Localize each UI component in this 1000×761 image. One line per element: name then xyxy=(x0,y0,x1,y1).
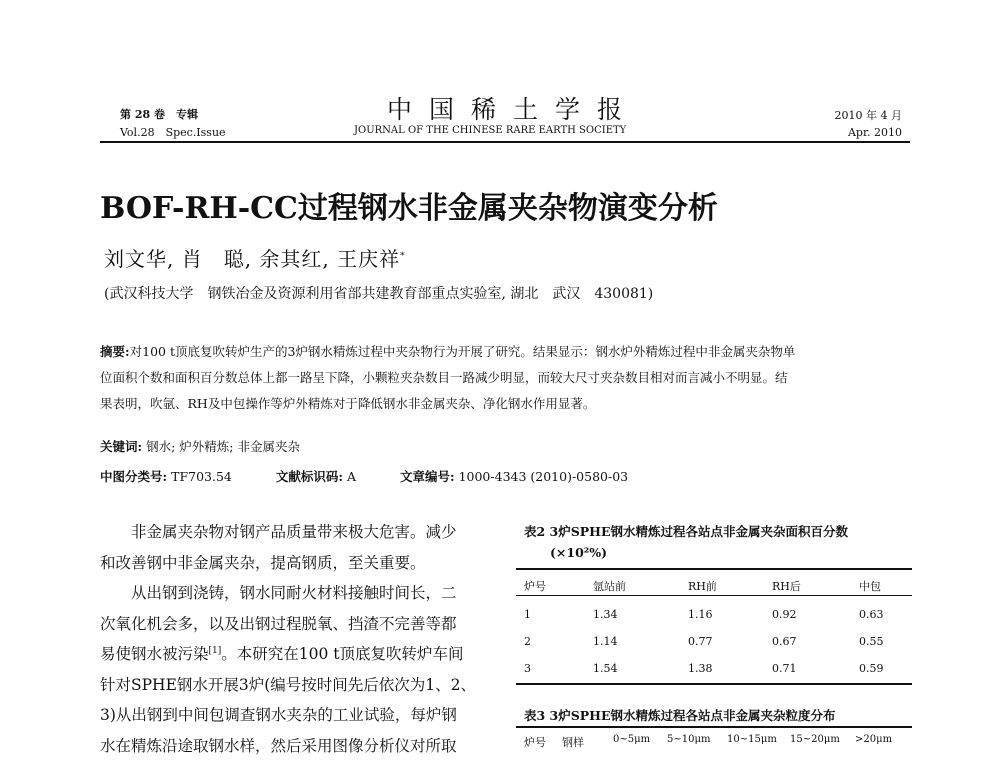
body-line: 。本研究在100 t顶底复吹转炉车间 xyxy=(221,645,463,663)
body-line: 水在精炼沿途取钢水样，然后采用图像分析仪对所取 xyxy=(100,731,476,761)
table2-cell: 0.92 xyxy=(772,608,797,621)
doc-code: A xyxy=(347,469,356,484)
article-number-label: 文章编号: xyxy=(400,469,455,484)
table3-caption: 表3 3炉SPHE钢水精炼过程各站点非金属夹杂粒度分布 xyxy=(524,706,836,724)
table2-top-rule xyxy=(516,568,912,570)
table2-cell: 0.77 xyxy=(688,635,713,648)
table3-header: 0~5μm xyxy=(613,734,650,745)
corresponding-author-mark: * xyxy=(400,251,406,261)
table2-unit: (×10²%) xyxy=(550,545,607,560)
keywords-line xyxy=(100,437,300,455)
issue-date-cn: 2010 年 4 月 xyxy=(835,107,902,123)
table2-header: 炉号 xyxy=(524,578,546,594)
table2-caption: 表2 3炉SPHE钢水精炼过程各站点非金属夹杂面积百分数 xyxy=(524,522,848,540)
table3-top-rule xyxy=(516,726,912,728)
article-title: BOF-RH-CC过程钢水非金属夹杂物演变分析 xyxy=(100,183,718,227)
table2-cell: 1.54 xyxy=(593,662,618,675)
table2-header: 中包 xyxy=(859,578,881,594)
citation-ref: [1] xyxy=(209,646,222,656)
table3-header: >20μm xyxy=(855,734,892,745)
author-list xyxy=(104,243,406,272)
table2-header-rule xyxy=(516,595,912,596)
table3-header: 15~20μm xyxy=(790,734,840,745)
classification-line xyxy=(100,467,628,485)
abstract-line: 果表明，吹氩、RH及中包操作等炉外精炼对于降低钢水非金属夹杂、净化钢水作用显著。 xyxy=(100,391,795,417)
abstract xyxy=(100,339,795,417)
table3-header: 钢样 xyxy=(562,734,584,750)
affiliation: (武汉科技大学 钢铁冶金及资源利用省部共建教育部重点实验室, 湖北 武汉 430081) xyxy=(104,283,653,303)
table2-cell: 1.14 xyxy=(593,635,618,648)
table2-cell: 0.67 xyxy=(772,635,797,648)
table2-cell: 0.55 xyxy=(859,635,884,648)
table3-header: 5~10μm xyxy=(667,734,710,745)
table2-cell: 0.59 xyxy=(859,662,884,675)
table2-cell: 0.63 xyxy=(859,608,884,621)
abstract-label: 摘要: xyxy=(100,344,130,359)
keywords: 钢水; 炉外精炼; 非金属夹杂 xyxy=(146,439,300,454)
volume-issue-cn: 第 28 卷 专辑 xyxy=(120,106,198,122)
header-rule xyxy=(100,141,910,143)
table2-cell: 1.34 xyxy=(593,608,618,621)
volume-issue-en: Vol.28 Spec.Issue xyxy=(120,124,226,140)
table2-header: 氩站前 xyxy=(593,578,626,594)
body-line: 从出钢到浇铸，钢水同耐火材料接触时间长，二 xyxy=(100,578,476,609)
journal-title-cn: 中国稀土学报 xyxy=(387,90,639,126)
table2-cell: 1.38 xyxy=(688,662,713,675)
body-line: 次氧化机会多，以及出钢过程脱氧、挡渣不完善等都 xyxy=(100,609,476,640)
body-line: 和改善钢中非金属夹杂，提高钢质，至关重要。 xyxy=(100,548,476,579)
clc-label: 中图分类号: xyxy=(100,469,167,484)
body-line: 易使钢水被污染 xyxy=(100,645,209,663)
table2-header: RH后 xyxy=(772,578,801,594)
clc-number: TF703.54 xyxy=(171,469,232,484)
table3-header: 炉号 xyxy=(524,734,546,750)
issue-date-en: Apr. 2010 xyxy=(848,126,902,139)
body-line: 针对SPHE钢水开展3炉(编号按时间先后依次为1、2、 xyxy=(100,670,476,701)
table3-header: 10~15μm xyxy=(727,734,777,745)
doc-code-label: 文献标识码: xyxy=(276,469,343,484)
table2-bottom-rule xyxy=(516,683,912,685)
table2-header: RH前 xyxy=(688,578,717,594)
body-text xyxy=(100,517,476,761)
article-number: 1000-4343 (2010)-0580-03 xyxy=(459,469,629,484)
journal-title-en: JOURNAL OF THE CHINESE RARE EARTH SOCIETY xyxy=(354,125,626,136)
table2-cell: 0.71 xyxy=(772,662,797,675)
author-names: 刘文华, 肖 聪, 余其红, 王庆祥 xyxy=(104,247,400,271)
body-line: 非金属夹杂物对钢产品质量带来极大危害。减少 xyxy=(100,517,476,548)
abstract-line: 对100 t顶底复吹转炉生产的3炉钢水精炼过程中夹杂物行为开展了研究。结果显示：钢水炉外精炼过程中非金属夹杂物单 xyxy=(130,344,796,359)
body-line: 3)从出钢到中间包调查钢水夹杂的工业试验，每炉钢 xyxy=(100,700,476,731)
table2-cell: 1 xyxy=(524,608,531,621)
table2-cell: 1.16 xyxy=(688,608,713,621)
table2-cell: 3 xyxy=(524,662,531,675)
abstract-line: 位面积个数和面积百分数总体上都一路呈下降，小颗粒夹杂数目一路减少明显，而较大尺寸夹杂数目相对而言减小不明显。结 xyxy=(100,365,795,391)
keywords-label: 关键词: xyxy=(100,439,142,454)
table2-cell: 2 xyxy=(524,635,531,648)
